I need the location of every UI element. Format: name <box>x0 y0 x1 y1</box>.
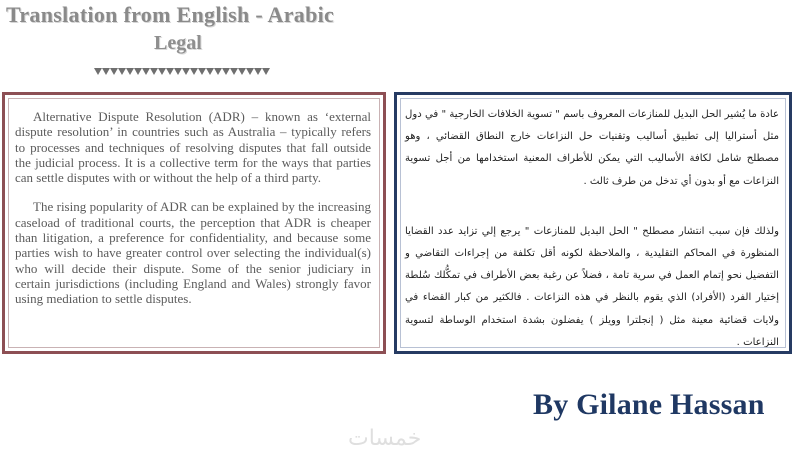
arabic-paragraph-2: ولذلك فإن سبب انتشار مصطلح " الحل البديل للمنازعات " يرجع إلي تزايد عدد القضايا المنظورة في المحاكم التقليدية ، والملاحظة لكونه أقل تكلفة من إجراءات التقاضي و التفضيل نحو إتمام العمل في سرية تامة ، فضلاً عن رغبة بعض الأطراف في تمكُّلك سُلطة إختيار الفرد (الأفراد) الذي يقوم بالنظر في هذه النزاعات . فالكثير من كبار القضاء في ولايات قضائية معينة مثل ( إنجلترا وويلز ) يفضلون بشدة استخدام الوساطة لتسوية النزاعات . <box>405 225 779 348</box>
page-subtitle: Legal <box>154 32 202 54</box>
author-signature: By Gilane Hassan <box>533 388 765 421</box>
watermark-logo: خمسات <box>348 426 422 451</box>
english-paragraph-2: The rising popularity of ADR can be explained by the increasing caseload of traditional courts, the perception that ADR is cheaper than litigation, a preference for confidentiality, and because some parties wish to have greater control over selecting the individual(s) who will decide their dispute. Some of the senior judiciary in certain jurisdictions (including England and Wales) strongly favor using mediation to settle disputes. <box>15 199 371 307</box>
arabic-text-box <box>394 92 792 354</box>
arabic-paragraph-1: عادة ما يُشير الحل البديل للمنازعات المعروف باسم " تسوية الخلافات الخارجية " في دول مثل أستراليا إلى تطبيق أساليب وتقنيات حل النزاعات خارج النطاق القضائي ، وهو مصطلح شامل لكافة الأساليب التي يمكن للأطراف المعنية استخدامها من أجل تسوية النزاعات مع أو بدون أي تدخل من طرف ثالث . <box>405 109 779 187</box>
page-title: Translation from English - Arabic <box>6 2 335 27</box>
english-paragraph-1: Alternative Dispute Resolution (ADR) – known as ‘external dispute resolution’ in countries such as Australia – typically refers to processes and techniques of resolving disputes that fall outside the judicial process. It is a collective term for the ways that parties can settle disputes with or without the help of a third party. <box>15 109 371 186</box>
english-text-box <box>2 92 386 354</box>
decorative-triangle-border <box>94 68 274 76</box>
